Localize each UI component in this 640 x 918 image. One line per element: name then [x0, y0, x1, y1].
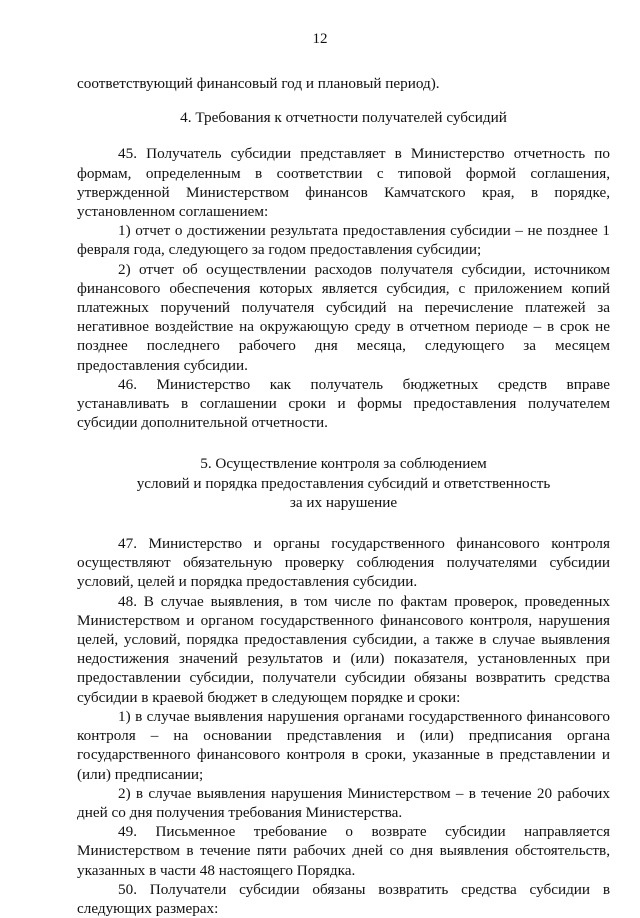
paragraph-45-item-2: 2) отчет об осуществлении расходов получателя субсидии, источником финансового обеспечения которых является субсидия, с приложением копий платежных поручений получателя субсидий на перечисление платежей за негативное воздействие на окружающую среду в отчетном периоде – в срок не позднее последнего рабочего дня месяца, следующего за месяцем предоставления субсидии. — [77, 260, 610, 374]
section-heading-4: 4. Требования к отчетности получателей субсидий — [180, 109, 507, 127]
paragraph-45: 45. Получатель субсидии представляет в Министерство отчетность по формам, определенным в соответствии с типовой формой соглашения, утвержденной Министерством финансов Камчатского края, в порядке, установленном соглашением: — [77, 145, 610, 221]
section-heading-5-line-1: 5. Осуществление контроля за соблюдением — [200, 455, 487, 473]
paragraph-48-item-2: 2) в случае выявления нарушения Министерством – в течение 20 рабочих дней со дня получения требования Министерства. — [77, 784, 610, 821]
paragraph-48: 48. В случае выявления, в том числе по фактам проверок, проведенных Министерством и органом государственного финансового контроля, нарушения целей, условий, порядка предоставления субсидии, а также в случае выявления недостижения значений результатов и (или) показателя, установленных при предоставлении субсидии, получатели субсидии обязаны возвратить средства субсидии в краевой бюджет в следующем порядке и сроки: — [77, 592, 610, 706]
section-heading-5-line-3: за их нарушение — [289, 493, 398, 511]
document-body — [77, 74, 610, 918]
paragraph-49: 49. Письменное требование о возврате субсидии направляется Министерством в течение пяти рабочих дней со дня выявления обстоятельств, указанных в части 48 настоящего Порядка. — [77, 823, 610, 879]
paragraph-continuation: соответствующий финансовый год и плановый период). — [77, 75, 440, 92]
paragraph-47: 47. Министерство и органы государственного финансового контроля осуществляют обязательную проверку соблюдения получателями субсидии условий, целей и порядка предоставления субсидии. — [77, 535, 610, 591]
paragraph-45-item-1: 1) отчет о достижении результата предоставления субсидии – не позднее 1 февраля года, следующего за годом предоставления субсидии; — [77, 222, 610, 259]
paragraph-46: 46. Министерство как получатель бюджетных средств вправе устанавливать в соглашении сроки и формы предоставления получателем субсидии дополнительной отчетности. — [77, 375, 610, 432]
section-heading-5-line-2: условий и порядка предоставления субсидий и ответственность — [136, 474, 551, 492]
page-number: 12 — [312, 31, 328, 47]
paragraph-48-item-1: 1) в случае выявления нарушения органами государственного финансового контроля – на основании представления и (или) предписания органа государственного финансового контроля в сроки, указанные в представлении и (или) предписании; — [77, 707, 610, 783]
paragraph-50: 50. Получатели субсидии обязаны возвратить средства субсидии в следующих размерах: — [77, 880, 610, 917]
